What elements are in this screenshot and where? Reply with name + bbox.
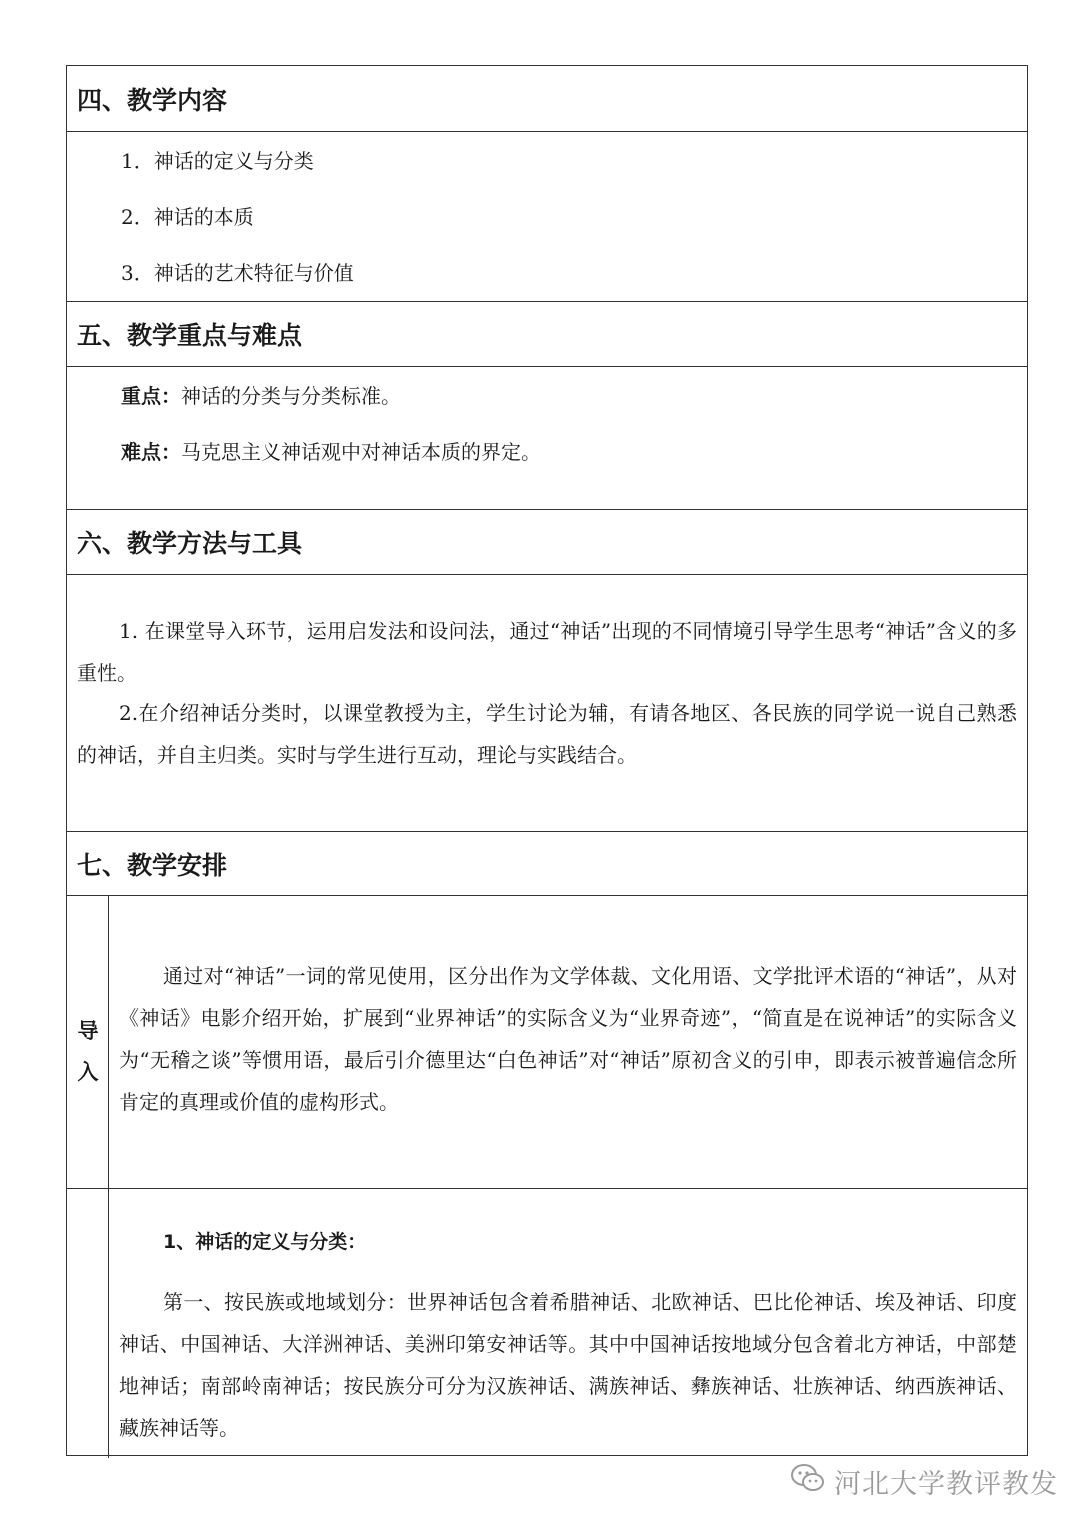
- section-4-header: [67, 66, 1027, 131]
- section-6-header: [67, 509, 1027, 574]
- definition-row: [67, 1188, 1027, 1457]
- section-5-header: [67, 301, 1027, 366]
- watermark-text: 河北大学教评教发: [834, 1469, 1058, 1500]
- key-point-label: 重点：: [121, 384, 181, 408]
- key-point-text: 神话的分类与分类标准。: [181, 384, 401, 408]
- difficulty-text: 马克思主义神话观中对神话本质的界定。: [181, 440, 541, 464]
- difficulty-label: 难点：: [121, 440, 181, 464]
- definition-paragraph: 第一、按民族或地域划分：世界神话包含着希腊神话、北欧神话、巴比伦神话、埃及神话、印度神话、中国神话、大洋洲神话、美洲印第安神话等。其中中国神话按地域分包含着北方神话，中部楚地神话；南部岭南神话；按民族分可分为汉族神话、满族神话、彝族神话、壮族神话、纳西族神话、藏族神话等。: [119, 1290, 1017, 1440]
- intro-label-char-2: 入: [77, 1060, 99, 1084]
- method-paragraph-1: 1. 在课堂导入环节，运用启发法和设问法，通过“神话”出现的不同情境引导学生思考“神话”含义的多重性。: [77, 619, 1017, 685]
- section-4-title: 四、教学内容: [77, 85, 228, 115]
- intro-paragraph: 通过对“神话”一词的常见使用，区分出作为文学体裁、文化用语、文学批评术语的“神话”，从对《神话》电影介绍开始，扩展到“业界神话”的实际含义为“业界奇迹”，“简直是在说神话”的实际含义为“无稽之谈”等惯用语，最后引介德里达“白色神话”对“神话”原初含义的引申，即表示被普遍信念所肯定的真理或价值的虚构形式。: [119, 964, 1017, 1114]
- key-point: [121, 375, 401, 417]
- content-item-3: 3．神话的艺术特征与价值: [121, 261, 354, 285]
- section-5-body: [67, 366, 1027, 509]
- content-item-2: 2．神话的本质: [121, 205, 254, 229]
- wechat-icon: [790, 1463, 826, 1500]
- definition-subtitle: 1、神话的定义与分类：: [163, 1231, 367, 1253]
- method-paragraph-2: 2.在介绍神话分类时，以课堂教授为主，学生讨论为辅，有请各地区、各民族的同学说一说自己熟悉的神话，并自主归类。实时与学生进行互动，理论与实践结合。: [77, 701, 1017, 767]
- intro-row: [67, 895, 1027, 1188]
- intro-label-cell: [67, 896, 109, 1189]
- intro-label-char-1: 导: [77, 1019, 99, 1043]
- section-7-header: [67, 831, 1027, 895]
- lesson-plan-table: [66, 65, 1028, 1456]
- section-4-body: [67, 131, 1027, 301]
- section-7-title: 七、教学安排: [77, 850, 228, 880]
- watermark: [790, 1462, 1058, 1501]
- section-6-body: [67, 574, 1027, 831]
- content-item-1: 1．神话的定义与分类: [121, 149, 314, 173]
- difficulty-point: [121, 431, 541, 473]
- section-6-title: 六、教学方法与工具: [77, 529, 303, 558]
- section-5-title: 五、教学重点与难点: [77, 321, 303, 350]
- definition-label-cell: [67, 1189, 109, 1458]
